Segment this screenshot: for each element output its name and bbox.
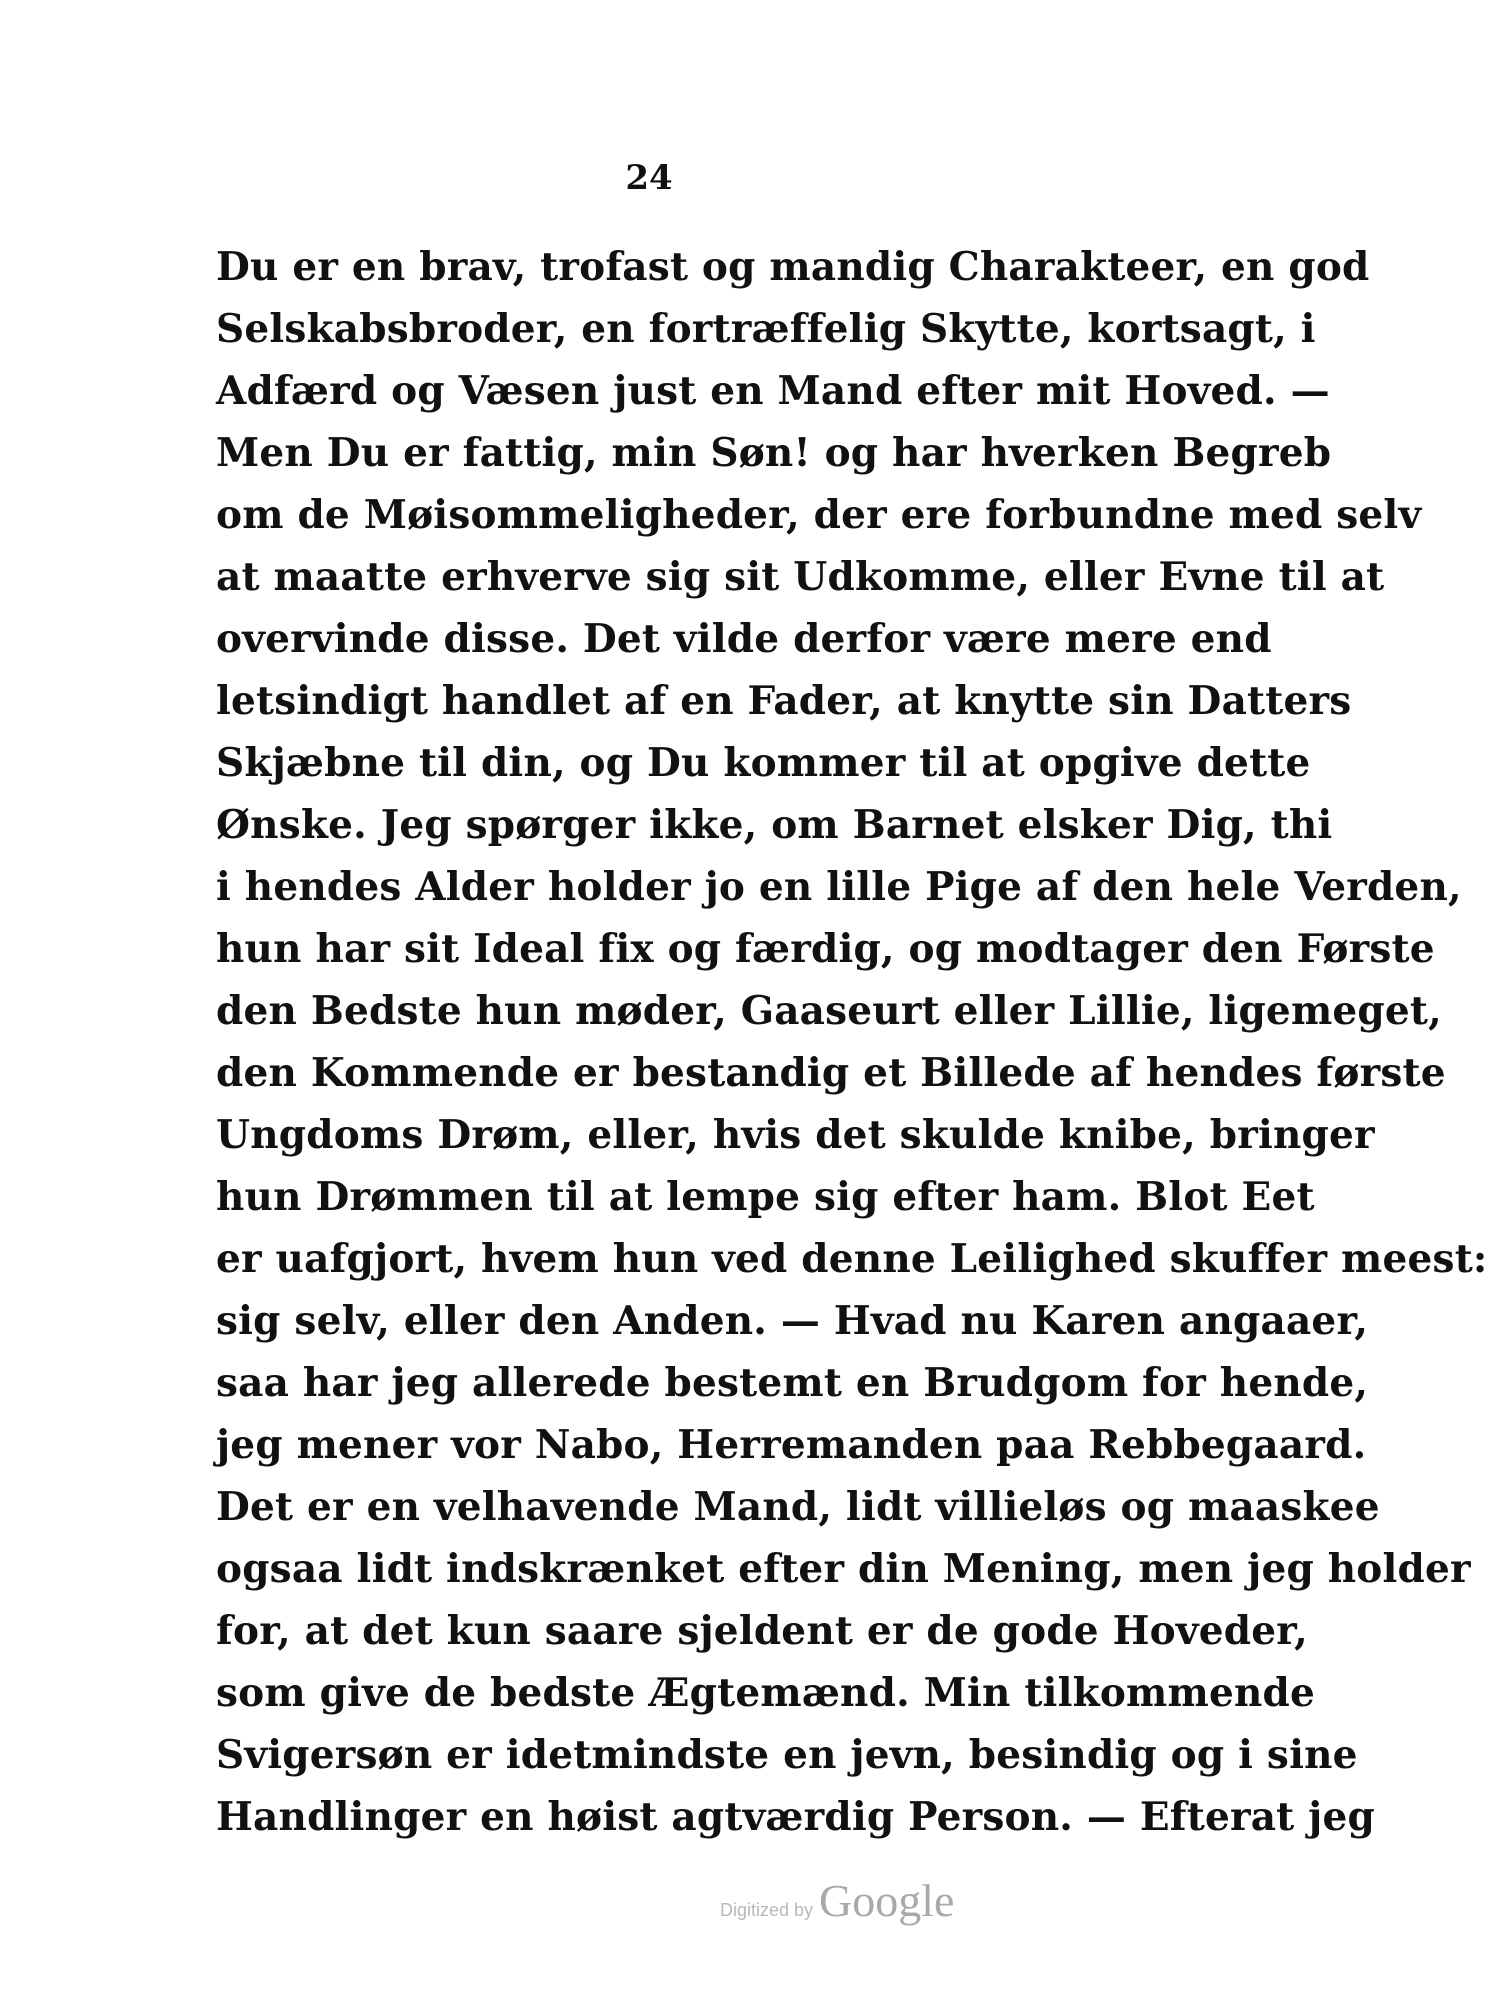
text-line: Ønske. Jeg spørger ikke, om Barnet elsker Dig, thi xyxy=(216,802,1333,848)
text-line: Skjæbne til din, og Du kommer til at opgive dette xyxy=(216,740,1311,786)
text-line: letsindigt handlet af en Fader, at knytte sin Datters xyxy=(216,678,1352,724)
watermark-prefix: Digitized by xyxy=(720,1900,814,1920)
text-line: for, at det kun saare sjeldent er de gode Hoveder, xyxy=(216,1608,1308,1654)
text-line: saa har jeg allerede bestemt en Brudgom for hende, xyxy=(216,1360,1369,1406)
text-line: om de Møisommeligheder, der ere forbundne med selv xyxy=(216,492,1422,538)
page-number: 24 xyxy=(625,158,673,198)
text-line: at maatte erhverve sig sit Udkomme, eller Evne til at xyxy=(216,554,1385,600)
text-line: jeg mener vor Nabo, Herremanden paa Rebbegaard. xyxy=(216,1422,1367,1468)
text-line: den Kommende er bestandig et Billede af hendes første xyxy=(216,1050,1446,1096)
text-line: overvinde disse. Det vilde derfor være mere end xyxy=(216,616,1272,662)
text-line: Svigersøn er idetmindste en jevn, besindig og i sine xyxy=(216,1732,1358,1778)
text-line: Det er en velhavende Mand, lidt villieløs og maaskee xyxy=(216,1484,1380,1530)
google-logo: Google xyxy=(819,1875,955,1926)
text-line: Selskabsbroder, en fortræffelig Skytte, kortsagt, i xyxy=(216,306,1316,352)
digitized-watermark xyxy=(720,1874,954,1927)
body-text xyxy=(216,236,1488,1848)
text-line: Men Du er fattig, min Søn! og har hverken Begreb xyxy=(216,430,1332,476)
text-line: hun har sit Ideal fix og færdig, og modtager den Første xyxy=(216,926,1435,972)
text-line: i hendes Alder holder jo en lille Pige af den hele Verden, xyxy=(216,864,1462,910)
text-line: er uafgjort, hvem hun ved denne Leilighed skuffer meest: xyxy=(216,1236,1488,1282)
text-line: sig selv, eller den Anden. — Hvad nu Karen angaaer, xyxy=(216,1298,1369,1344)
text-line: Du er en brav, trofast og mandig Charakteer, en god xyxy=(216,244,1370,290)
text-line: Handlinger en høist agtværdig Person. — Efterat jeg xyxy=(216,1794,1375,1840)
text-line: Ungdoms Drøm, eller, hvis det skulde knibe, bringer xyxy=(216,1112,1375,1158)
text-line: ogsaa lidt indskrænket efter din Mening, men jeg holder xyxy=(216,1546,1471,1592)
text-line: den Bedste hun møder, Gaaseurt eller Lillie, ligemeget, xyxy=(216,988,1442,1034)
text-line: Adfærd og Væsen just en Mand efter mit Hoved. — xyxy=(216,368,1330,414)
text-line: som give de bedste Ægtemænd. Min tilkommende xyxy=(216,1670,1316,1716)
text-line: hun Drømmen til at lempe sig efter ham. Blot Eet xyxy=(216,1174,1315,1220)
